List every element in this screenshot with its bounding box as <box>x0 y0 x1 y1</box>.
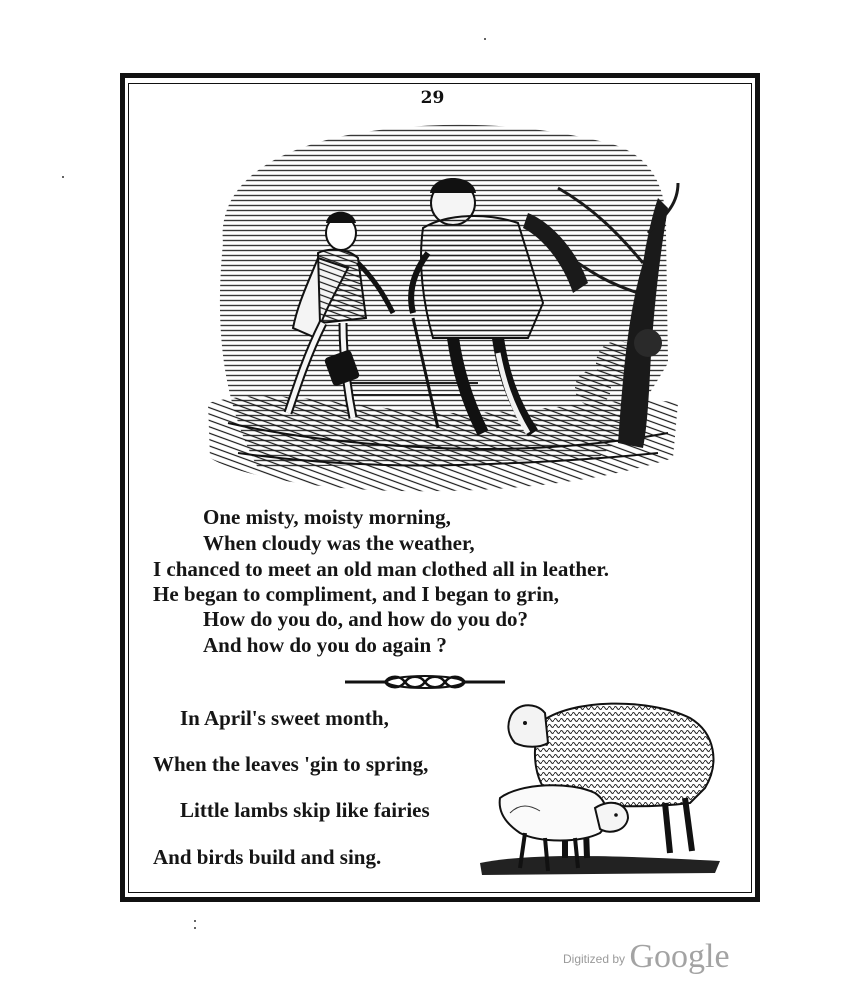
verse-line: And how do you do again ? <box>203 633 447 657</box>
dust-speck <box>62 176 64 178</box>
dust-speck <box>484 38 486 40</box>
dust-speck <box>194 927 196 929</box>
decorative-ornament-divider <box>345 673 505 691</box>
verse-line: When the leaves 'gin to spring, <box>153 752 429 776</box>
digitized-label: Digitized by <box>563 952 626 966</box>
google-logo-text: Google <box>629 938 730 975</box>
verse-line: When cloudy was the weather, <box>203 531 475 555</box>
woodcut-illustration-sheep <box>470 693 730 878</box>
verse-line: And birds build and sing. <box>153 845 382 869</box>
page-number: 29 <box>420 88 445 108</box>
verse-line: He began to compliment, and I began to grin, <box>153 582 560 606</box>
woodcut-illustration-top <box>198 113 683 498</box>
verse-line: Little lambs skip like fairies <box>180 798 430 822</box>
verse-line: I chanced to meet an old man clothed all in leather. <box>153 557 609 581</box>
verse-line: In April's sweet month, <box>180 706 389 730</box>
digitized-by-google-watermark <box>563 938 730 976</box>
dust-speck <box>194 920 196 922</box>
verse-line: One misty, moisty morning, <box>203 505 451 529</box>
verse-line: How do you do, and how do you do? <box>203 607 529 631</box>
